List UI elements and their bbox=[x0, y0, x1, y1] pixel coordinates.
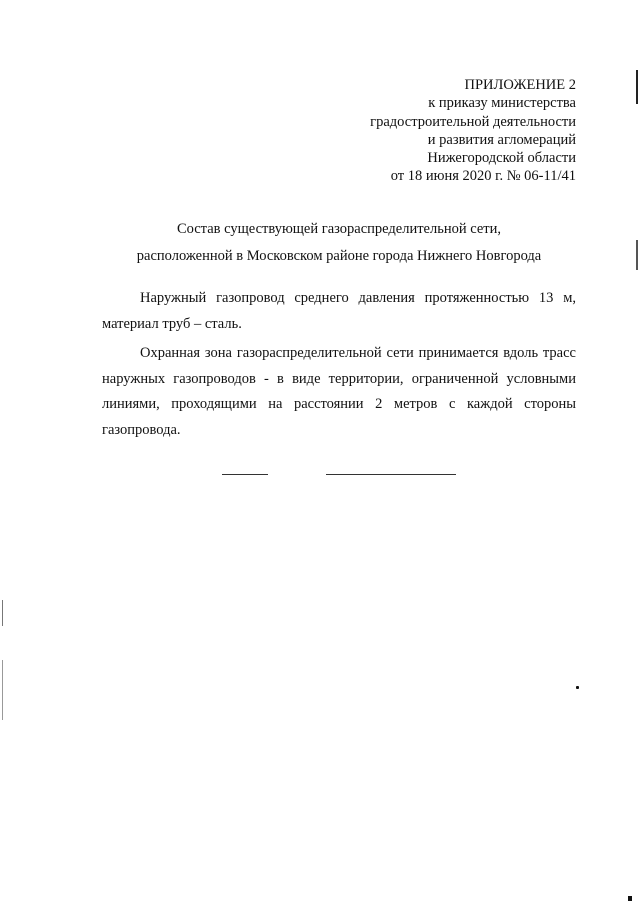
appendix-number: ПРИЛОЖЕНИЕ 2 bbox=[464, 77, 576, 93]
body-paragraph-protection-zone: Охранная зона газораспределительной сети принимается вдоль трасс наружных газопроводов - в виде территории, ограниченной условными линиями, проходящими на расстоянии 2 метров с каждой стороны газопровода. bbox=[102, 345, 576, 438]
divider-gap bbox=[268, 473, 326, 476]
ministry-name-line-2: и развития агломераций bbox=[427, 131, 576, 148]
scan-artifact-left-upper bbox=[2, 600, 3, 626]
scan-artifact-right-middle bbox=[636, 240, 638, 270]
order-date-number: от 18 июня 2020 г. № 06-11/41 bbox=[390, 168, 576, 185]
document-body bbox=[102, 286, 576, 447]
document-title bbox=[100, 216, 578, 270]
title-line-1: Состав существующей газораспределительной сети, bbox=[176, 221, 502, 237]
region-name-line: Нижегородской области bbox=[427, 150, 576, 167]
body-paragraph-pipeline: Наружный газопровод среднего давления протяженностью 13 м, материал труб – сталь. bbox=[102, 290, 576, 332]
scan-artifact-dot bbox=[576, 686, 579, 689]
appendix-header bbox=[276, 76, 576, 186]
title-line-2: расположенной в Московском районе города Нижнего Новгорода bbox=[136, 248, 542, 264]
scan-artifact-left-lower bbox=[2, 660, 3, 720]
scan-artifact-corner-dot bbox=[628, 896, 632, 901]
order-reference-line: к приказу министерства bbox=[428, 95, 576, 112]
scan-artifact-right-top bbox=[636, 70, 638, 104]
end-divider-line bbox=[222, 474, 456, 475]
ministry-name-line-1: градостроительной деятельности bbox=[370, 113, 576, 130]
